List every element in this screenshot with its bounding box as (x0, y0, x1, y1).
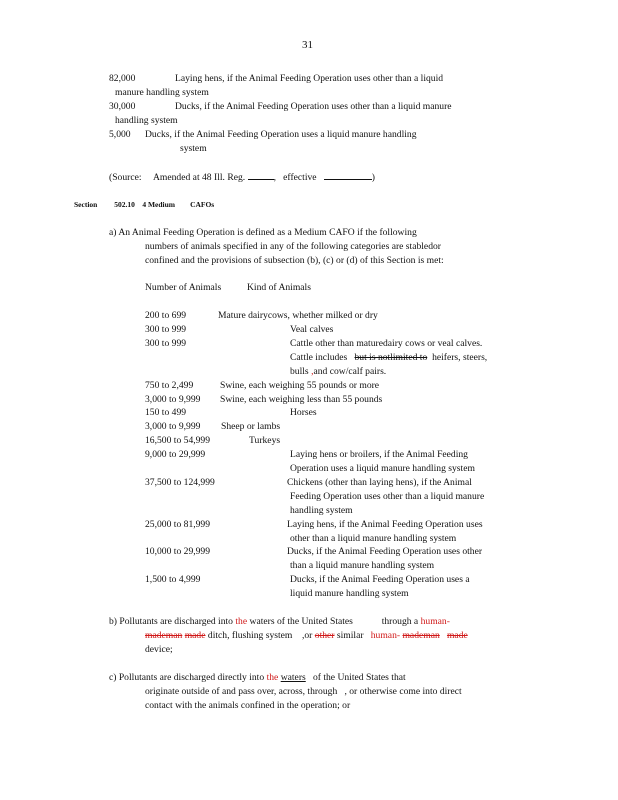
para-b-struck: made (446, 630, 468, 641)
table-row-kind: Ducks, if the Animal Feeding Operation uses a (290, 574, 470, 585)
blank-line (248, 170, 274, 180)
table-row-qty: 1,500 to 4,999 (145, 574, 201, 585)
table-row-qty: 10,000 to 29,999 (145, 546, 211, 557)
top-row-text: manure handling system (115, 87, 209, 98)
para-b-struck: made (184, 630, 206, 641)
table-row-qty: 200 to 699 (145, 310, 187, 321)
para-b-text: waters of the United States (249, 616, 353, 627)
para-b-text: similar (336, 630, 364, 641)
para-c-text: , or otherwise come into direct (344, 686, 462, 697)
table-row-qty: 25,000 to 81,999 (145, 519, 211, 530)
para-c-text: of the United States that (312, 672, 406, 683)
para-b-text: through a (381, 616, 419, 627)
para-a-line: a) An Animal Feeding Operation is defined as a Medium CAFO if the following (109, 227, 417, 238)
top-row-text: Laying hens, if the Animal Feeding Operation uses other than a liquid (175, 73, 444, 84)
para-b-line (109, 615, 450, 629)
para-b-struck: mademan (402, 630, 440, 641)
source-text: Amended at 48 Ill. Reg. (152, 172, 246, 183)
para-c-line (145, 685, 462, 699)
table-row-qty: 150 to 499 (145, 407, 187, 418)
cattle-note-text: and cow/calf pairs. (313, 366, 387, 377)
page-number: 31 (302, 39, 313, 51)
cattle-note-struck: but is notlimited to (354, 352, 428, 363)
table-row-qty: 37,500 to 124,999 (145, 477, 215, 488)
table-row-kind: Laying hens or broilers, if the Animal Feeding (290, 449, 468, 460)
table-row-kind: Sheep or lambs (221, 421, 281, 432)
table-header-kind: Kind of Animals (247, 282, 311, 293)
para-b-text: b) Pollutants are discharged into (109, 616, 233, 627)
para-b-line: device; (145, 644, 173, 655)
para-c-line: contact with the animals confined in the operation; or (145, 700, 351, 711)
para-b-insert: human- (420, 616, 450, 627)
table-row-kind: Swine, each weighing 55 pounds or more (220, 380, 380, 391)
table-row-kind: than a liquid manure handling system (290, 560, 435, 571)
table-row-qty: 16,500 to 54,999 (145, 435, 211, 446)
table-row-qty: 3,000 to 9,999 (145, 394, 201, 405)
table-row-kind: Ducks, if the Animal Feeding Operation uses other (287, 546, 483, 557)
source-effective: effective (283, 172, 317, 183)
top-row-qty: 5,000 (109, 129, 131, 140)
table-row-kind: handling system (290, 505, 353, 516)
top-row-qty: 30,000 (109, 101, 136, 112)
cattle-note-text: Cattle includes (290, 352, 348, 363)
para-b-insert: human- (370, 630, 401, 641)
table-row-kind: Horses (290, 407, 317, 418)
top-row-qty: 82,000 (109, 73, 136, 84)
para-b-struck: other (314, 630, 335, 641)
table-row-kind: other than a liquid manure handling system (290, 533, 457, 544)
section-title: CAFOs (190, 200, 215, 209)
top-row-text: Ducks, if the Animal Feeding Operation uses a liquid manure handling (145, 129, 417, 140)
table-row-kind: Veal calves (290, 324, 334, 335)
source-label: (Source: (109, 172, 142, 183)
table-row-kind: Chickens (other than laying hens), if the Animal (287, 477, 472, 488)
cattle-note-text: bulls (290, 366, 309, 377)
cattle-note: bulls ,and cow/calf pairs. (290, 366, 387, 377)
cattle-note-text: heifers, steers, (432, 352, 488, 363)
table-row-kind: liquid manure handling system (290, 588, 409, 599)
para-b-line (145, 629, 468, 643)
table-row-qty: 750 to 2,499 (145, 380, 194, 391)
table-row-kind: Feeding Operation uses other than a liquid manure (290, 491, 485, 502)
source-close: ) (371, 172, 375, 183)
table-header-number: Number of Animals (145, 282, 222, 293)
section-number: 502.10 (114, 200, 135, 209)
para-b-struck: mademan (145, 630, 183, 641)
blank-line (324, 170, 372, 180)
top-row-text: Ducks, if the Animal Feeding Operation uses other than a liquid manure (175, 101, 452, 112)
cattle-note (290, 351, 487, 365)
para-a-line: confined and the provisions of subsection (b), (c) or (d) of this Section is met: (145, 255, 444, 266)
section-title: 4 Medium (142, 200, 176, 209)
para-c-text: originate outside of and pass over, across, through (145, 686, 338, 697)
table-row-kind: Laying hens, if the Animal Feeding Operation uses (287, 519, 483, 530)
table-row-qty: 300 to 999 (145, 324, 187, 335)
table-row-kind: Operation uses a liquid manure handling system (290, 463, 475, 474)
para-b-text: ,or (301, 630, 313, 641)
para-b-text: ditch, flushing system (207, 630, 293, 641)
para-c-insert: the (266, 672, 279, 683)
para-c-text: waters (280, 672, 306, 683)
top-row-text: system (180, 143, 207, 154)
source-line: (Source: Amended at 48 Ill. Reg. , effective ) (109, 172, 375, 183)
table-row-qty: 3,000 to 9,999 (145, 421, 201, 432)
table-row-kind: Mature dairycows, whether milked or dry (218, 310, 378, 321)
top-row-text: handling system (115, 115, 178, 126)
para-a-line: numbers of animals specified in any of the following categories are stabledor (145, 241, 441, 252)
table-row-qty: 300 to 999 (145, 338, 187, 349)
table-row-kind: Cattle other than maturedairy cows or veal calves. (290, 338, 483, 349)
section-label: Section (74, 200, 98, 209)
para-c-line (109, 671, 406, 685)
table-row-kind: Swine, each weighing less than 55 pounds (220, 394, 383, 405)
para-c-text: c) Pollutants are discharged directly into (109, 672, 265, 683)
table-row-qty: 9,000 to 29,999 (145, 449, 206, 460)
section-header (74, 200, 214, 211)
para-b-insert: the (235, 616, 248, 627)
table-row-kind: Turkeys (249, 435, 281, 446)
